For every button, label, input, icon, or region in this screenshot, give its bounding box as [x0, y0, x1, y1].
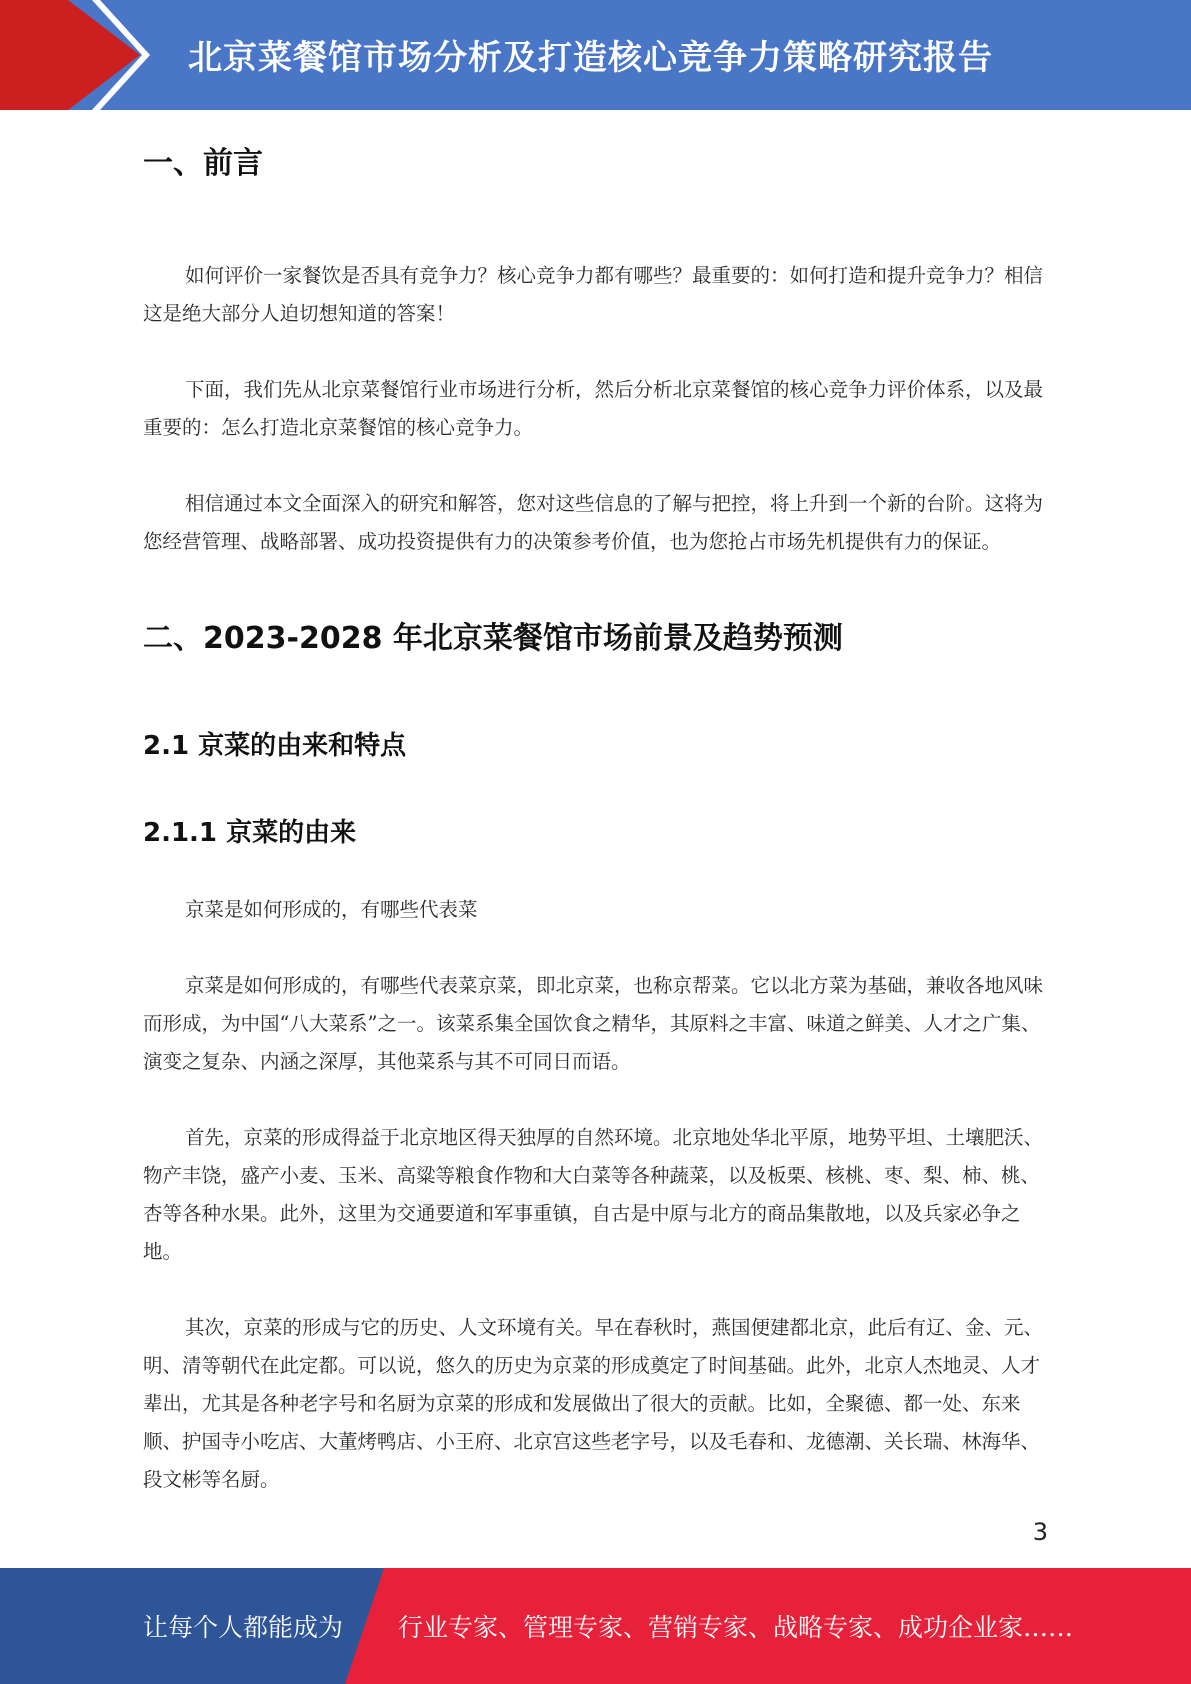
page-header-banner	[0, 0, 1191, 110]
report-title: 北京菜餐馆市场分析及打造核心竞争力策略研究报告	[188, 38, 993, 78]
section-heading-forecast: 二、2023-2028 年北京菜餐馆市场前景及趋势预测	[143, 621, 843, 656]
page-footer-banner	[0, 1568, 1191, 1684]
subsection-heading-2-1: 2.1 京菜的由来和特点	[143, 731, 407, 761]
paragraph: 如何评价一家餐饮是否具有竞争力？核心竞争力都有哪些？最重要的：如何打造和提升竞争力？相信这是绝大部分人迫切想知道的答案！	[143, 264, 1044, 325]
paragraph: 首先，京菜的形成得益于北京地区得天独厚的自然环境。北京地处华北平原，地势平坦、土壤肥沃、物产丰饶，盛产小麦、玉米、高粱等粮食作物和大白菜等各种蔬菜，以及板栗、核桃、枣、梨、柿、桃、杏等各种水果。此外，这里为交通要道和军事重镇，自古是中原与北方的商品集散地，以及兵家必争之地。	[143, 1126, 1044, 1263]
paragraph: 京菜是如何形成的，有哪些代表菜	[185, 898, 478, 921]
page-number: 3	[1032, 1518, 1048, 1546]
paragraph: 下面，我们先从北京菜餐馆行业市场进行分析，然后分析北京菜餐馆的核心竞争力评价体系，以及最重要的：怎么打造北京菜餐馆的核心竞争力。	[143, 378, 1044, 439]
paragraph: 相信通过本文全面深入的研究和解答，您对这些信息的了解与把控，将上升到一个新的台阶。这将为您经营管理、战略部署、成功投资提供有力的决策参考价值，也为您抢占市场先机提供有力的保证。	[143, 492, 1044, 553]
footer-slogan-left: 让每个人都能成为	[143, 1613, 344, 1642]
section-heading-preface: 一、前言	[143, 146, 263, 181]
main-content	[143, 138, 1048, 1499]
footer-slogan-right: 行业专家、管理专家、营销专家、战略专家、成功企业家……	[398, 1613, 1074, 1642]
subsection-heading-2-1-1: 2.1.1 京菜的由来	[143, 818, 357, 848]
paragraph: 其次，京菜的形成与它的历史、人文环境有关。早在春秋时，燕国便建都北京，此后有辽、金、元、明、清等朝代在此定都。可以说，悠久的历史为京菜的形成奠定了时间基础。此外，北京人杰地灵、人才辈出，尤其是各种老字号和名厨为京菜的形成和发展做出了很大的贡献。比如，全聚德、都一处、东来顺、护国寺小吃店、大董烤鸭店、小王府、北京宫这些老字号，以及毛春和、龙德潮、关长瑞、林海华、段文彬等名厨。	[143, 1316, 1044, 1491]
paragraph: 京菜是如何形成的，有哪些代表菜京菜，即北京菜，也称京帮菜。它以北方菜为基础，兼收各地风味而形成，为中国“八大菜系”之一。该菜系集全国饮食之精华，其原料之丰富、味道之鲜美、人才之广集、演变之复杂、内涵之深厚，其他菜系与其不可同日而语。	[143, 974, 1044, 1073]
